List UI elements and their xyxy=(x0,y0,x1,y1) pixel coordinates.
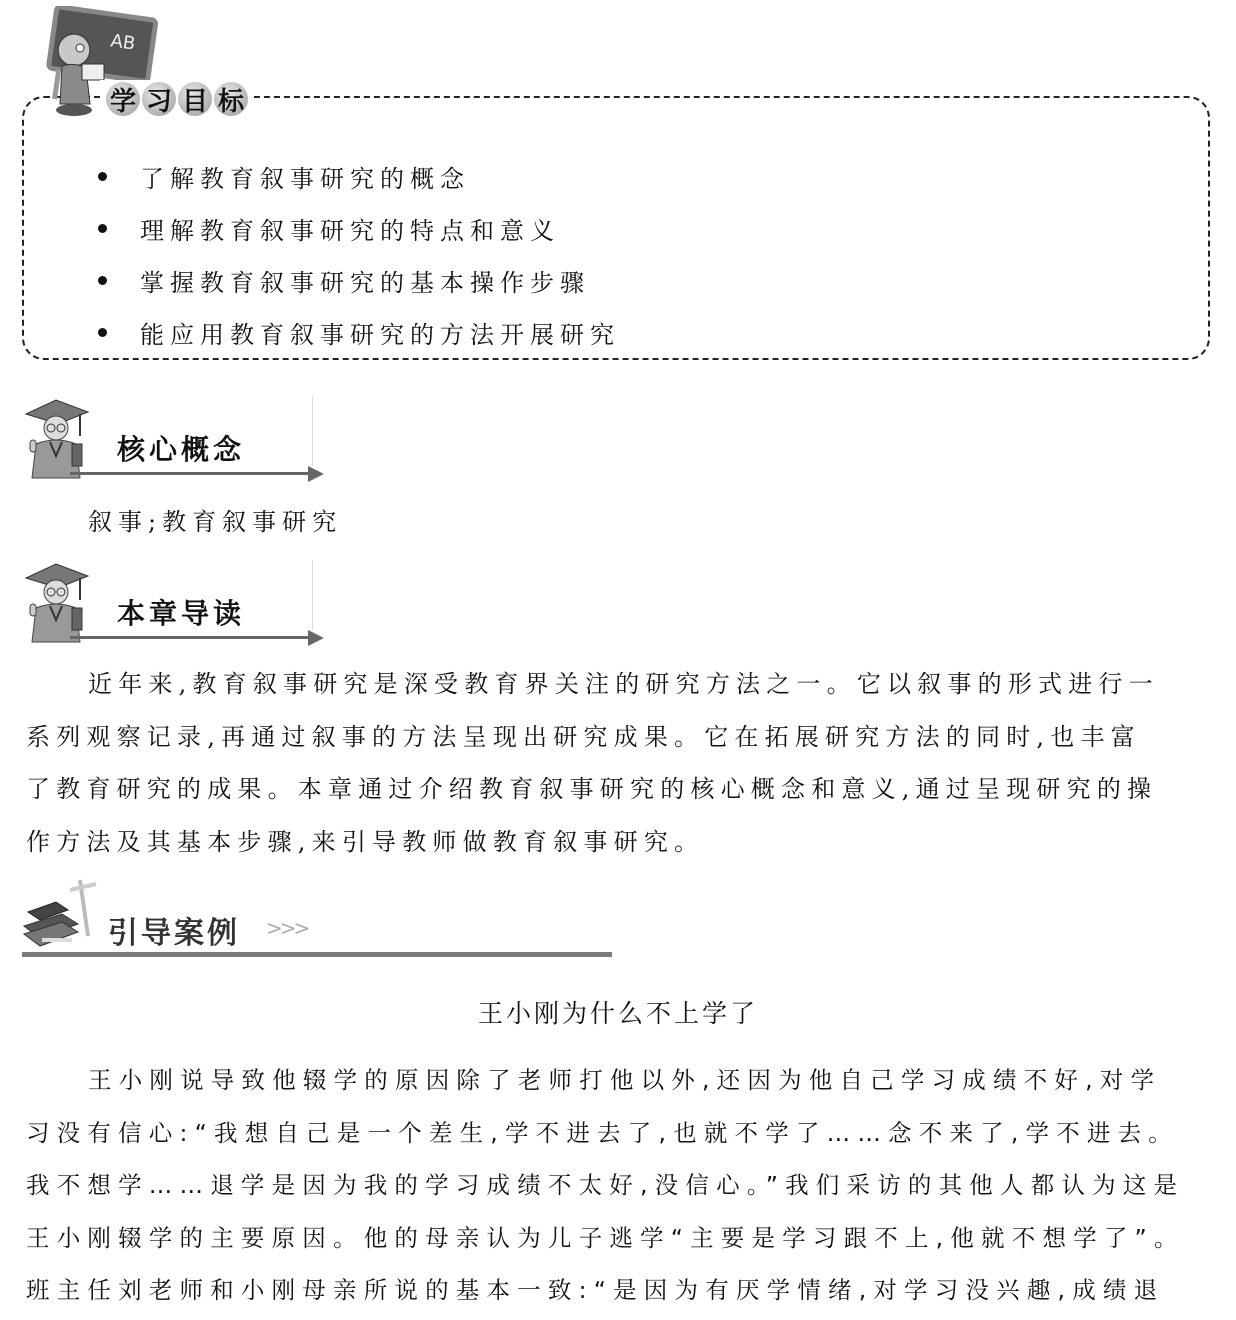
objective-text: 了解教育叙事研究的概念 xyxy=(140,164,470,193)
paragraph-line: 班主任刘老师和小刚母亲所说的基本一致:“是因为有厌学情绪,对学习没兴趣,成绩退 xyxy=(26,1276,1165,1304)
objective-item xyxy=(92,254,620,306)
section-title: 引导案例 xyxy=(108,916,240,951)
header-underline xyxy=(22,952,612,957)
objectives-title-char: 标 xyxy=(214,82,248,116)
chapter-intro-paragraph xyxy=(26,658,1212,868)
bullet-icon xyxy=(98,328,107,337)
objective-text: 掌握教育叙事研究的基本操作步骤 xyxy=(140,268,590,297)
objective-item xyxy=(92,150,620,202)
paragraph-line: 王小刚辍学的主要原因。他的母亲认为儿子逃学“主要是学习跟不上,他就不想学了”。 xyxy=(26,1223,1185,1252)
chapter-intro-header xyxy=(22,556,322,648)
paragraph-line: 我不想学……退学是因为我的学习成绩不太好,没信心。”我们采访的其他人都认为这是 xyxy=(26,1171,1185,1199)
graduate-student-icon xyxy=(22,392,94,480)
objectives-title-char: 学 xyxy=(106,82,140,116)
objective-item xyxy=(92,306,620,358)
bullet-icon xyxy=(98,172,107,181)
objectives-title-char: 习 xyxy=(142,82,176,116)
bullet-icon xyxy=(98,224,107,233)
case-paragraph xyxy=(26,1054,1212,1317)
section-title: 核心概念 xyxy=(117,433,246,466)
core-concepts-keywords: 叙事;教育叙事研究 xyxy=(88,508,343,536)
svg-text:AB: AB xyxy=(109,30,137,55)
objectives-title-char: 目 xyxy=(178,82,212,116)
paragraph-line: 作方法及其基本步骤,来引导教师做教育叙事研究。 xyxy=(26,827,705,856)
objectives-title xyxy=(100,80,254,118)
guided-case-header xyxy=(22,876,612,958)
divider xyxy=(312,396,313,466)
paragraph-line: 了教育研究的成果。本章通过介绍教育叙事研究的核心概念和意义,通过呈现研究的操 xyxy=(26,775,1158,803)
bullet-icon xyxy=(98,276,107,285)
arrow-right-icon xyxy=(308,466,324,482)
section-title: 本章导读 xyxy=(117,597,246,630)
case-title: 王小刚为什么不上学了 xyxy=(477,999,758,1028)
paragraph-line: 近年来,教育叙事研究是深受教育界关注的研究方法之一。它以叙事的形式进行一 xyxy=(88,670,1159,698)
paragraph-line: 系列观察记录,再通过叙事的方法呈现出研究成果。它在拓展研究方法的同时,也丰富 xyxy=(26,722,1141,751)
arrow-right-icon xyxy=(308,630,324,646)
books-icon xyxy=(22,876,102,952)
objective-item xyxy=(92,202,620,254)
divider xyxy=(312,560,313,630)
arrow-line xyxy=(70,636,315,639)
objectives-list xyxy=(92,150,620,358)
graduate-student-icon xyxy=(22,556,94,644)
core-concepts-header xyxy=(22,392,322,484)
objective-text: 能应用教育叙事研究的方法开展研究 xyxy=(140,320,620,349)
arrow-line xyxy=(70,472,315,475)
paragraph-line: 王小刚说导致他辍学的原因除了老师打他以外,还因为他自己学习成绩不好,对学 xyxy=(88,1066,1162,1094)
paragraph-line: 习没有信心:“我想自己是一个差生,学不进去了,也就不学了……念不来了,学不进去。 xyxy=(26,1118,1180,1147)
chevrons-icon: >>> xyxy=(266,916,308,940)
objective-text: 理解教育叙事研究的特点和意义 xyxy=(140,216,560,245)
